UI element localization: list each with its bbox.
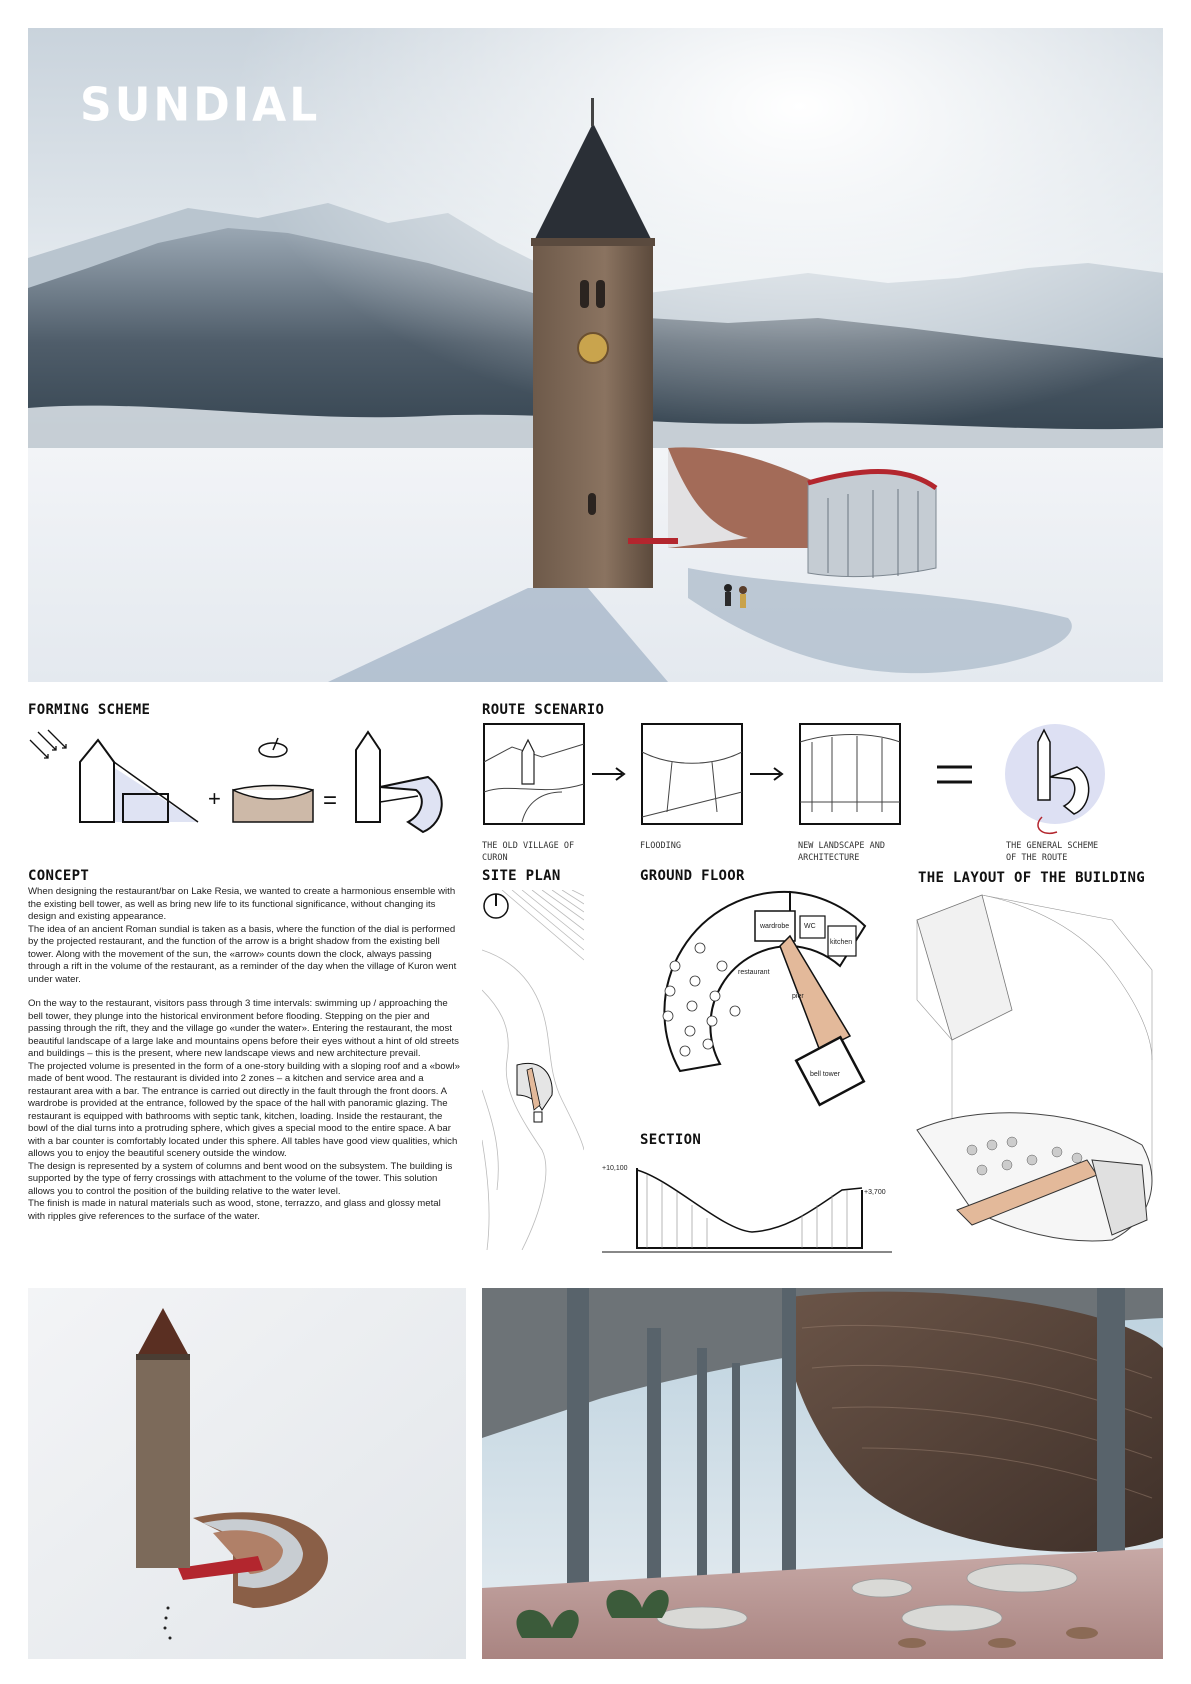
aerial-render	[28, 1288, 466, 1659]
label-wc: WC	[804, 923, 816, 930]
route-step-3-label: NEW LANDSCAPE AND ARCHITECTURE	[798, 841, 885, 863]
section-level-top: +10,100	[602, 1165, 628, 1172]
route-scenario-diagram	[482, 722, 1152, 840]
svg-text:+: +	[208, 786, 221, 811]
sun-arrows-icon	[30, 730, 66, 758]
forming-scheme-diagram	[28, 722, 448, 842]
sundial-icon	[259, 738, 287, 757]
concept-body	[28, 886, 460, 1223]
hero-render	[28, 28, 1163, 682]
concept-heading: CONCEPT	[28, 868, 90, 884]
section-drawing	[602, 1160, 892, 1255]
label-wardrobe: wardrobe	[760, 923, 790, 930]
svg-text:=: =	[323, 787, 338, 814]
concept-paragraph: The finish is made in natural materials such as wood, stone, terrazzo, and glass and glossy metal with ripples give references to the surface of the water.	[28, 1198, 441, 1222]
section-heading: SECTION	[640, 1132, 702, 1148]
label-bell-tower: bell tower	[810, 1071, 840, 1078]
label-pier: pier	[792, 993, 804, 1000]
concept-paragraph: The idea of an ancient Roman sundial is taken as a basis, where the function of the dial is performed by the projected restaurant, and the function of the arrow is a bright shadow from the existing bell tower. Along with the movement of the sun, the «arrow» counts down the clock, always passing through a rift in the volume of the restaurant, as a reminder of the day when the village of Kuron went under water.	[28, 923, 457, 985]
concept-paragraph: The design is represented by a system of columns and bent wood on the subsystem. The building is supported by the type of ferry crossings with attachment to the volume of the tower. This solution allows you to control the position of the building relative to the water level.	[28, 1160, 453, 1197]
forming-scheme-heading: FORMING SCHEME	[28, 702, 151, 718]
route-step-2-label: FLOODING	[640, 841, 681, 851]
site-plan-heading: SITE PLAN	[482, 868, 561, 884]
ground-floor-heading: GROUND FLOOR	[640, 868, 745, 884]
concept-paragraph: When designing the restaurant/bar on Lake Resia, we wanted to create a harmonious ensemble with the existing bell tower, as well as bring new life to its functional significance, without changing its design and existing appearance.	[28, 886, 456, 922]
interior-render	[482, 1288, 1163, 1659]
route-step-4-label: THE GENERAL SCHEME OF THE ROUTE	[1006, 841, 1099, 863]
layout-heading: THE LAYOUT OF THE BUILDING	[918, 870, 1145, 886]
concept-paragraph: The projected volume is presented in the form of a one-story building with a sloping roof and a «bowl» made of bent wood. The restaurant is divided into 2 zones – a kitchen and service area and a restaurant area with a bar. The entrance is carried out directly in the fault through the front doors. A wardrobe is provided at the entrance, followed by the space of the hall with panoramic glazing. The restaurant is equipped with bathrooms with septic tank, kitchen, loading. Inside the restaurant, the bowl of the dial turns into a protruding sphere, which gives a special mood to the entire space. A bar with a bar counter is comfortably located under this sphere. All tables have good view qualities, which allows you to enjoy the beautiful scenery outside the window.	[28, 1060, 460, 1159]
label-restaurant: restaurant	[738, 969, 770, 976]
layout-axonometric	[912, 890, 1162, 1250]
section-level-right: +3,700	[864, 1189, 886, 1196]
route-scenario-heading: ROUTE SCENARIO	[482, 702, 605, 718]
aerial-illustration	[28, 1288, 466, 1659]
route-step-1-label: THE OLD VILLAGE OF CURON	[482, 841, 575, 863]
page-title: SUNDIAL	[80, 78, 321, 133]
ground-floor-plan	[640, 886, 880, 1126]
concept-paragraph: On the way to the restaurant, visitors pass through 3 time intervals: swimming up / approaching the bell tower, they plunge into the historical environment before flooding. Stepping on the pier and passing through the rift, they and the village go «under the water». Entering the restaurant, the most beautiful landscape of a large lake and mountains opens before their eyes without a hint of old streets and buildings – this is the present, where new landscape views and new architecture prevail.	[28, 998, 459, 1059]
label-kitchen: kitchen	[830, 939, 853, 946]
site-plan-drawing	[482, 890, 584, 1250]
interior-illustration	[482, 1288, 1163, 1659]
